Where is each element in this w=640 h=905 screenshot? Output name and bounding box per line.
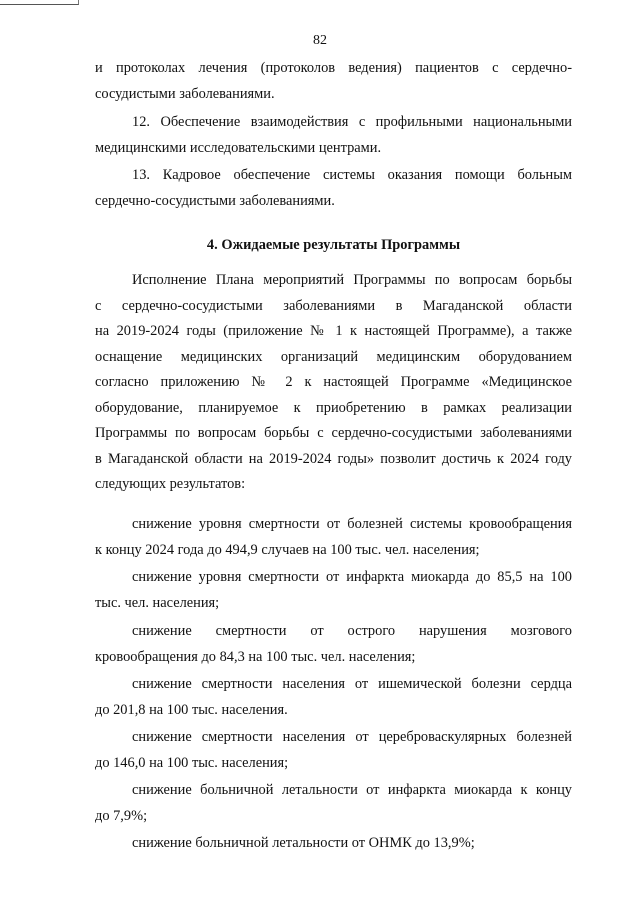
result-item <box>95 565 572 616</box>
paragraph-line: и протоколах лечения (протоколов ведения) пациентов с сердечно- <box>95 60 572 76</box>
paragraph-line: 13. Кадровое обеспечение системы оказания помощи больным <box>132 167 572 183</box>
paragraph-line: на 2019-2024 годы (приложение № 1 к настоящей Программе), а также <box>95 323 572 339</box>
paragraph-line: к концу 2024 года до 494,9 случаев на 100 тыс. чел. населения; <box>95 541 480 558</box>
paragraph-line: снижение уровня смертности от болезней системы кровообращения <box>132 516 572 532</box>
paragraph-line: снижение больничной летальности от ОНМК до 13,9%; <box>132 835 475 851</box>
paragraph-line: снижение смертности населения от цереброваскулярных болезней <box>132 729 572 745</box>
scan-corner-mark <box>0 0 79 5</box>
paragraph-line: Программы по вопросам борьбы с сердечно-сосудистыми заболеваниями <box>95 425 572 441</box>
paragraph-line: согласно приложению № 2 к настоящей Программе «Медицинское <box>95 374 572 390</box>
paragraph-line: снижение смертности населения от ишемической болезни сердца <box>132 676 572 692</box>
result-item <box>95 831 572 857</box>
paragraph-line: оборудование, планируемое к приобретению в рамках реализации <box>95 399 572 416</box>
result-item <box>95 672 572 723</box>
page-number: 82 <box>313 33 327 48</box>
paragraph-line: с сердечно-сосудистыми заболеваниями в Магаданской области <box>95 297 572 314</box>
paragraph-line: тыс. чел. населения; <box>95 594 220 611</box>
list-item-12 <box>95 110 572 161</box>
paragraph-line: до 201,8 на 100 тыс. населения. <box>95 701 288 718</box>
paragraph-line: Исполнение Плана мероприятий Программы по вопросам борьбы <box>132 272 572 288</box>
list-item-13 <box>95 163 572 214</box>
paragraph-line: до 146,0 на 100 тыс. населения; <box>95 754 289 771</box>
result-item <box>95 619 572 670</box>
continuation-paragraph <box>95 56 572 107</box>
section-intro-paragraph <box>95 268 572 498</box>
paragraph-line: снижение уровня смертности от инфаркта миокарда до 85,5 на 100 <box>132 569 572 585</box>
section-heading: 4. Ожидаемые результаты Программы <box>206 237 461 253</box>
result-item <box>95 778 572 829</box>
paragraph-line: медицинскими исследовательскими центрами. <box>95 139 382 156</box>
paragraph-line: сердечно-сосудистыми заболеваниями. <box>95 192 335 209</box>
paragraph-line: 12. Обеспечение взаимодействия с профильными национальными <box>132 114 572 130</box>
paragraph-line: снижение больничной летальности от инфаркта миокарда к концу <box>132 782 572 798</box>
paragraph-line: оснащение медицинских организаций медицинским оборудованием <box>95 348 572 365</box>
result-item <box>95 725 572 776</box>
paragraph-line: в Магаданской области на 2019-2024 годы» позволит достичь к 2024 году <box>95 450 572 467</box>
paragraph-line: следующих результатов: <box>95 476 246 492</box>
paragraph-line: до 7,9%; <box>95 807 148 824</box>
paragraph-line: сосудистыми заболеваниями. <box>95 85 275 102</box>
paragraph-line: снижение смертности от острого нарушения мозгового <box>132 623 572 639</box>
result-item <box>95 512 572 563</box>
paragraph-line: кровообращения до 84,3 на 100 тыс. чел. населения; <box>95 648 416 665</box>
